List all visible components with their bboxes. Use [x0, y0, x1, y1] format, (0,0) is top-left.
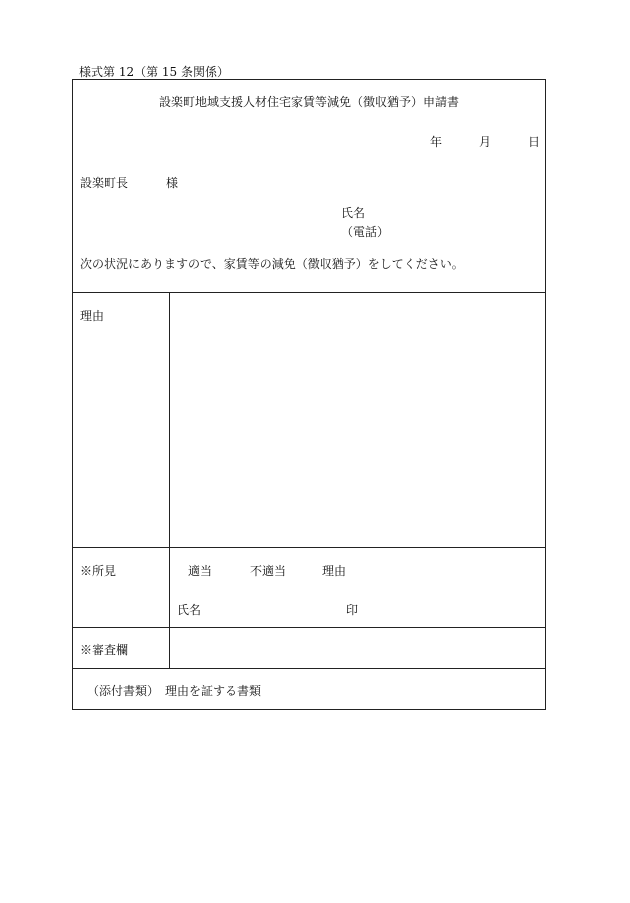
- reason-row: [73, 293, 546, 548]
- applicant-phone-label: （電話）: [341, 225, 390, 239]
- opinion-option-appropriate[interactable]: 適当: [188, 564, 213, 578]
- reason-label: 理由: [80, 309, 105, 323]
- reason-label-cell: [73, 293, 170, 548]
- review-field[interactable]: [170, 628, 546, 669]
- opinion-name-label: 氏名: [177, 603, 202, 617]
- applicant-name-label: 氏名: [341, 206, 366, 220]
- opinion-seal-label: 印: [346, 603, 359, 617]
- addressee: 設楽町長: [80, 176, 129, 190]
- attachment-row: [73, 669, 546, 710]
- reason-field[interactable]: [170, 293, 546, 548]
- date-month-label: 月: [479, 135, 492, 149]
- review-label-cell: [73, 628, 170, 669]
- date-year-label: 年: [430, 135, 443, 149]
- form-header-cell: [73, 80, 546, 293]
- form-header-row: [73, 80, 546, 293]
- opinion-field[interactable]: [170, 548, 546, 628]
- attachment-cell: [73, 669, 546, 710]
- review-label: ※審査欄: [80, 643, 129, 657]
- opinion-row: [73, 548, 546, 628]
- opinion-label: ※所見: [80, 564, 117, 578]
- addressee-honorific: 様: [166, 176, 179, 190]
- opinion-option-inappropriate[interactable]: 不適当: [250, 564, 287, 578]
- review-row: [73, 628, 546, 669]
- request-statement: 次の状況にありますので、家賃等の減免（徴収猶予）をしてください。: [80, 257, 464, 271]
- attachment-value: 理由を証する書類: [165, 684, 262, 698]
- application-form-table: [72, 79, 546, 710]
- attachment-label: （添付書類）: [87, 684, 160, 698]
- date-day-label: 日: [528, 135, 541, 149]
- opinion-label-cell: [73, 548, 170, 628]
- opinion-reason-label: 理由: [322, 564, 347, 578]
- form-number: 様式第 12（第 15 条関係）: [79, 65, 229, 79]
- document-title: 設楽町地域支援人材住宅家賃等減免（徴収猶予）申請書: [158, 95, 459, 109]
